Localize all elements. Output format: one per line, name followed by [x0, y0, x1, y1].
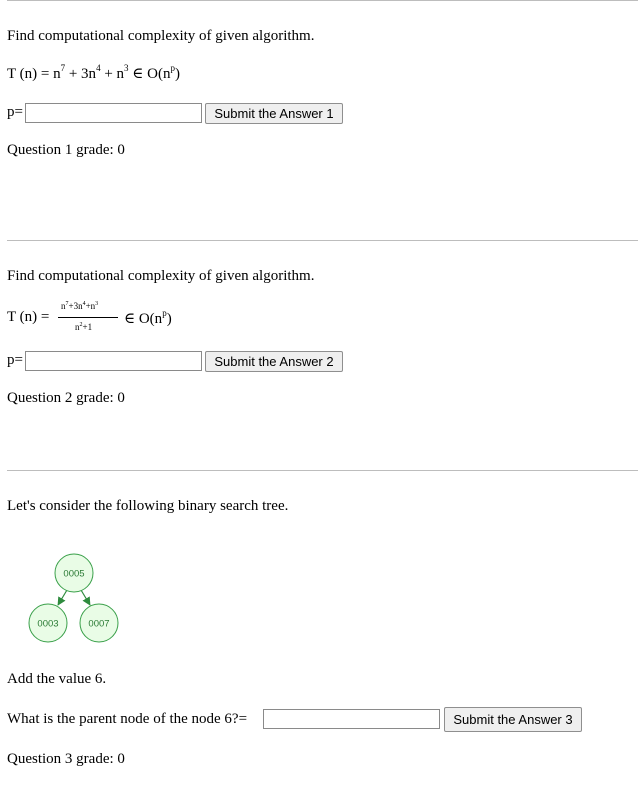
question-3-instruction: Add the value 6. — [7, 671, 107, 687]
question-2-prompt: Find computational complexity of given algorithm. — [7, 268, 315, 284]
divider — [7, 0, 638, 1]
question-2-grade: Question 2 grade: 0 — [7, 390, 125, 406]
svg-text:0003: 0003 — [37, 618, 59, 630]
divider — [7, 470, 638, 471]
question-2-answer-input[interactable] — [25, 351, 202, 371]
question-2-formula-rhs: ∈ $O(n^p)$ — [124, 308, 172, 327]
question-1-formula: T $(n) = n^7 + 3n^4 + n^3$ ∈ $O(n^p)$ — [7, 63, 180, 82]
tree-node-root — [55, 554, 93, 592]
question-1-answer-input[interactable] — [25, 103, 202, 123]
question-3-grade: Question 3 grade: 0 — [7, 751, 125, 767]
submit-answer-1-button[interactable]: Submit the Answer 1 — [205, 103, 343, 124]
submit-answer-2-button[interactable]: Submit the Answer 2 — [205, 351, 343, 372]
question-3-answer-input[interactable] — [263, 709, 440, 729]
fraction-numerator: $n^7+3n^4+n^3$ — [61, 301, 99, 311]
question-3-prompt: Let's consider the following binary search tree. — [7, 498, 289, 514]
fraction-denominator: $n^2+1$ — [75, 322, 93, 332]
svg-text:0005: 0005 — [63, 568, 85, 580]
binary-search-tree — [20, 545, 130, 650]
question-2-fraction — [58, 302, 118, 336]
question-3-input-label: What is the parent node of the node 6?= — [7, 711, 248, 727]
question-1-grade: Question 1 grade: 0 — [7, 142, 125, 158]
submit-answer-3-button[interactable]: Submit the Answer 3 — [444, 707, 582, 732]
question-2-input-label: p= — [7, 352, 23, 368]
svg-text:0007: 0007 — [88, 618, 110, 630]
question-1-prompt: Find computational complexity of given algorithm. — [7, 28, 315, 44]
divider — [7, 240, 638, 241]
fraction-bar — [58, 317, 118, 318]
question-2-formula-lhs: T (n) = — [7, 309, 50, 325]
question-1-input-label: p= — [7, 104, 23, 120]
tree-edge-right — [81, 590, 90, 605]
tree-node-left — [29, 604, 67, 642]
tree-node-right — [80, 604, 118, 642]
tree-edge-left — [58, 590, 67, 605]
